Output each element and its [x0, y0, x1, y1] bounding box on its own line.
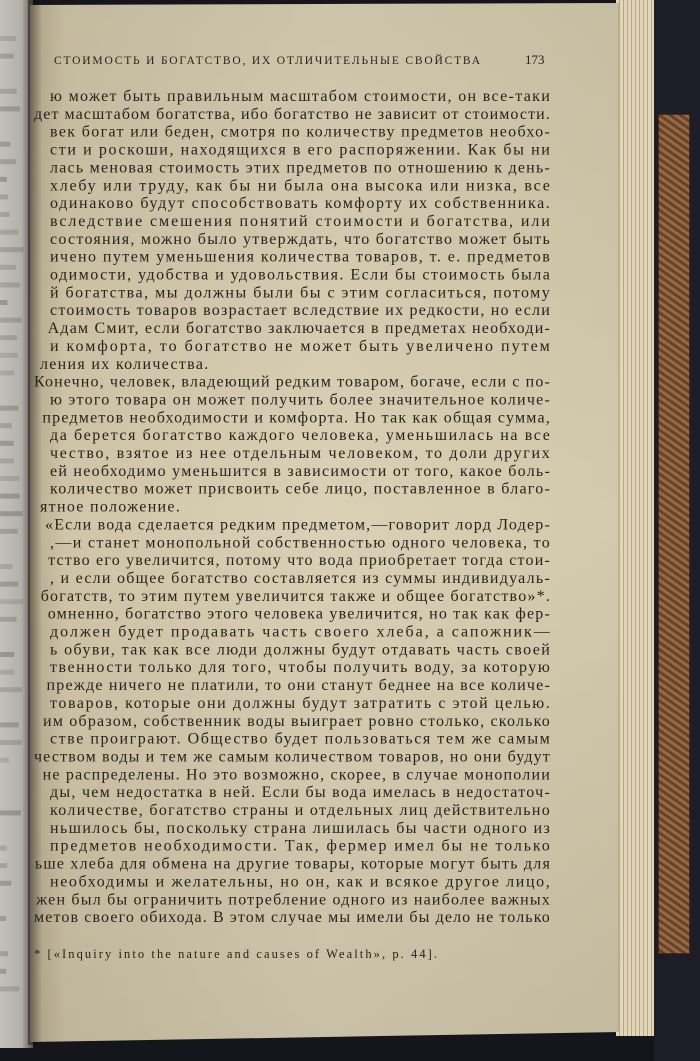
facing-page-text-fragment: [0, 599, 23, 604]
facing-page-text-fragment: [0, 740, 22, 745]
facing-page-text-fragment: [0, 670, 14, 675]
text-line: одимости, удобства и удовольствия. Если бы стоимость была: [50, 266, 551, 284]
text-line: предметов необходимости и комфорта. Но так как общая сумма,: [42, 409, 551, 427]
book-cover-cloth: [658, 114, 690, 954]
text-line: должен будет продавать часть своего хлеба, а сапожник—: [50, 623, 551, 641]
text-line: прежде ничего не платили, то они станут беднее на все количе-: [46, 677, 551, 695]
text-line: ятное положение.: [40, 498, 182, 516]
facing-page-text-fragment: [0, 159, 16, 164]
facing-page-text-fragment: [0, 282, 20, 287]
text-line: твенности только для того, чтобы получить воду, за которую: [50, 659, 551, 677]
page-number: 173: [525, 52, 545, 67]
facing-page-text-fragment: [0, 758, 9, 763]
facing-page-text-fragment: [0, 212, 9, 217]
text-line: количестве, богатство страны и отдельных лиц действительно: [50, 802, 551, 819]
facing-page-text-fragment: [0, 969, 6, 974]
text-line: тство его увеличится, потому что вода приобретает тогда стои-: [48, 552, 551, 570]
facing-page-text-fragment: [0, 230, 18, 235]
facing-page-text-fragment: [0, 617, 17, 622]
facing-page-text-fragment: [0, 265, 16, 270]
text-line: ей необходимо уменьшится в зависимости от того, какое боль-: [50, 462, 551, 480]
facing-page-text-fragment: [0, 687, 22, 692]
facing-page-text-fragment: [0, 494, 20, 499]
text-line: ю этого товара он может получить более значительное количе-: [50, 391, 551, 409]
facing-page-text-fragment: [0, 142, 10, 147]
text-line: Адам Смит, если богатство заключается в предметах необходи-: [47, 320, 551, 338]
footnote: * [«Inquiry into the nature and causes of Wealth», p. 44].: [34, 947, 437, 961]
facing-page-text-fragment: [0, 423, 12, 428]
text-line: ды, чем недостатка в ней. Если бы вода имелась в недостаточ-: [50, 784, 551, 802]
facing-page-text-fragment: [0, 916, 6, 921]
spine-shadow: [28, 0, 42, 1045]
facing-page-text-fragment: [0, 810, 21, 815]
facing-page-text-fragment: [0, 458, 14, 463]
text-line: не распределены. Но это возможно, скорее, в случае монополии: [42, 766, 551, 784]
facing-page-text-fragment: [0, 335, 17, 340]
text-line: й богатства, мы должны были бы с этим согласиться, потому: [50, 284, 551, 302]
facing-page-text-fragment: [0, 370, 14, 375]
text-line: ю может быть правильным масштабом стоимости, он все-таки: [50, 88, 551, 105]
text-line: товаров, которые они должны будут затратить с этой целью.: [50, 694, 551, 712]
facing-page-text-fragment: [0, 582, 18, 587]
text-line: да берется богатство каждого человека, уменьшилась на все: [50, 427, 551, 445]
running-title: СТОИМОСТЬ И БОГАТСТВО, ИХ ОТЛИЧИТЕЛЬНЫЕ СВОЙСТВА: [54, 55, 481, 67]
text-line: хлебу или труду, как бы ни была она высока или низка, все: [50, 177, 551, 195]
facing-page-text-fragment: [0, 353, 18, 358]
text-line: необходимы и желательны, но он, как и всякое другое лицо,: [50, 873, 551, 891]
facing-page-text-fragment: [0, 318, 22, 323]
facing-page-text-fragment: [0, 564, 12, 569]
text-line: одинаково будут способствовать комфорту их собственника.: [50, 195, 551, 213]
text-line: и комфорта, то богатство не может быть увеличено путем: [50, 337, 551, 355]
text-line: ичено путем уменьшения количества товаров, т. е. предметов: [50, 248, 551, 266]
text-line: жен был бы ограничить потребление одного из наиболее важных: [36, 891, 551, 909]
text-line: стоимость товаров возрастает вследствие их редкости, но если: [50, 302, 551, 320]
facing-page-text-fragment: [0, 881, 11, 886]
text-line: стве проиграют. Общество будет пользоваться тем же самым: [50, 730, 551, 748]
text-line: ьше хлеба для обмена на другие товары, которые могут быть для: [34, 855, 551, 873]
text-line: ь обуви, так как все люди должны будут отдавать часть своей: [50, 641, 551, 659]
text-line: богатств, то этим путем увеличится также и общее богатство»*.: [40, 587, 551, 605]
text-line: ньшилось бы, поскольку страна лишилась бы части одного из: [50, 819, 551, 837]
facing-page-text-fragment: [0, 177, 7, 182]
facing-page-text-fragment: [0, 89, 17, 94]
text-line: «Если вода сделается редким предметом,—говорит лорд Лодер-: [45, 516, 551, 534]
facing-page-text-fragment: [0, 194, 8, 199]
facing-page-text-fragment: [0, 406, 18, 411]
text-line: лась меновая стоимость этих предметов по отношению к день-: [50, 159, 551, 177]
facing-page-text-fragment: [0, 476, 19, 481]
page-edges: [616, 0, 656, 1036]
facing-page-text-fragment: [0, 529, 18, 534]
text-line: век богат или беден, смотря по количеству предметов необхо-: [50, 123, 551, 141]
facing-page-text-fragment: [0, 722, 19, 727]
text-line: ,—и станет монопольной собственностью одного человека, то: [50, 534, 551, 552]
text-line: чеством воды и тем же самым количеством товаров, но они будут: [34, 748, 551, 766]
facing-page-text-fragment: [0, 863, 7, 868]
facing-page-text-fragment: [0, 511, 23, 516]
facing-page-text-fragment: [0, 54, 14, 59]
facing-page-text-fragment: [0, 36, 16, 41]
text-line: предметов необходимости. Так, фермер имел бы не только: [50, 837, 551, 855]
text-line: состояния, можно было утверждать, что богатство может быть: [50, 230, 551, 248]
text-line: метов своего обихода. В этом случае мы имели бы дело не только: [34, 909, 551, 927]
text-line: дет масштабом богатства, ибо богатство не зависит от стоимости.: [34, 105, 551, 123]
facing-page-text-fragment: [0, 986, 19, 991]
text-line: количество может присвоить себе лицо, поставленное в благо-: [50, 480, 551, 498]
text-line: омненно, богатство этого человека увеличится, но так как фер-: [47, 605, 551, 623]
text-line: чество, взятое из нее отдельным человеком, то доли других: [50, 445, 551, 462]
facing-page-text-fragment: [0, 300, 7, 305]
facing-page-text-fragment: [0, 652, 14, 657]
facing-page-text-fragment: [0, 106, 20, 111]
facing-page-text-fragment: [0, 951, 8, 956]
facing-page-text-fragment: [0, 247, 24, 252]
text-line: им образом, собственник воды выиграет ровно столько, сколько: [43, 712, 551, 730]
facing-page-text-fragment: [0, 846, 7, 851]
text-line: , и если общее богатство составляется из суммы индивидуаль-: [50, 569, 551, 587]
text-line: вследствие смешения понятий стоимости и богатства, или: [50, 212, 551, 230]
text-line: Конечно, человек, владеющий редким товаром, богаче, если с по-: [34, 373, 551, 391]
text-line: ления их количества.: [40, 355, 210, 373]
text-line: сти и роскоши, находящихся в его распоряжении. Как бы ни: [50, 141, 551, 159]
facing-page-text-fragment: [0, 441, 14, 446]
